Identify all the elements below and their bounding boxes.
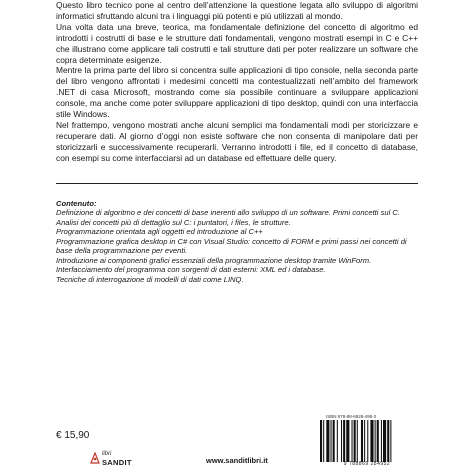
barcode-number: 9 788869 284952 — [343, 461, 391, 467]
paragraph-4: Nel frattempo, vengono mostrati anche alcuni semplici ma fondamentali modi per storicizzare e recuperare dati. Al giorno d’oggi non esiste software che non consenta di manipolare dati per storicizzarli e successivamente recuperarli. Verranno introdotti i file, ed il concetto di database, con esempi su come interfacciarsi ad un database ed effettuare delle query. — [56, 119, 418, 163]
contents-heading: Contenuto: — [56, 198, 97, 208]
divider — [56, 183, 418, 184]
contents-item: Programmazione orientata agli oggetti ed introduzione al C++ — [56, 227, 263, 237]
publisher-website: www.sanditlibri.it — [206, 456, 268, 465]
description-text — [56, 0, 418, 164]
publisher-small-label: libri — [102, 451, 112, 457]
book-back-cover — [56, 0, 420, 472]
paragraph-1: Questo libro tecnico pone al centro dell’attenzione la questione legata allo sviluppo di algoritmi informatici sfruttando alcuni tra i linguaggi più potenti e più utilizzati al mondo. — [56, 0, 418, 21]
publisher-mark-icon — [90, 452, 100, 464]
contents-item: Interfacciamento del programma con sorgenti di dati esterni: XML ed i database. — [56, 265, 326, 275]
price-label: € 15,90 — [56, 430, 90, 441]
contents-item: Analisi dei concetti più di dettaglio sul C: i puntatori, i files, le strutture. — [56, 217, 291, 227]
paragraph-3: Mentre la prima parte del libro si concentra sulle applicazioni di tipo console, nella seconda parte del libro vengono affrontati i medesimi concetti ma contestualizzati nell’ambito del framework .NET di casa Microsoft, mostrando come sia possibile continuare a sviluppare applicazioni console, ma anche come poter sviluppare applicazioni di tipo desktop, quindi con una interfaccia stile Windows. — [56, 65, 418, 120]
isbn-label: ISBN 978-88-6928-495-2 — [326, 414, 377, 419]
contents-item: Introduzione ai componenti grafici essenziali della programmazione desktop tramite WinForm. — [56, 255, 372, 265]
publisher-name: SANDIT — [102, 458, 132, 467]
paragraph-2: Una volta data una breve, teorica, ma fondamentale definizione del concetto di algoritmo ed introdotti i costrutti di base e le strutture dati fondamentali, vengono mostrati esempi in C e C++ che illustrano come applicare tali costrutti e tali strutture dati per poter realizzare un software che copra determinate esigenze. — [56, 21, 418, 65]
publisher-logo — [90, 450, 150, 468]
contents-section — [56, 191, 418, 284]
contents-item: Definizione di algoritmo e dei concetti di base inerenti allo sviluppo di un software. Primi concetti sul C. — [56, 208, 400, 218]
contents-item: Programmazione grafica desktop in C# con Visual Studio: concetto di FORM e primi passi nei concetti di base della programmazione per eventi. — [56, 236, 407, 256]
barcode-image — [318, 420, 416, 462]
contents-item: Tecniche di interrogazione di modelli di dati come LINQ. — [56, 274, 244, 284]
